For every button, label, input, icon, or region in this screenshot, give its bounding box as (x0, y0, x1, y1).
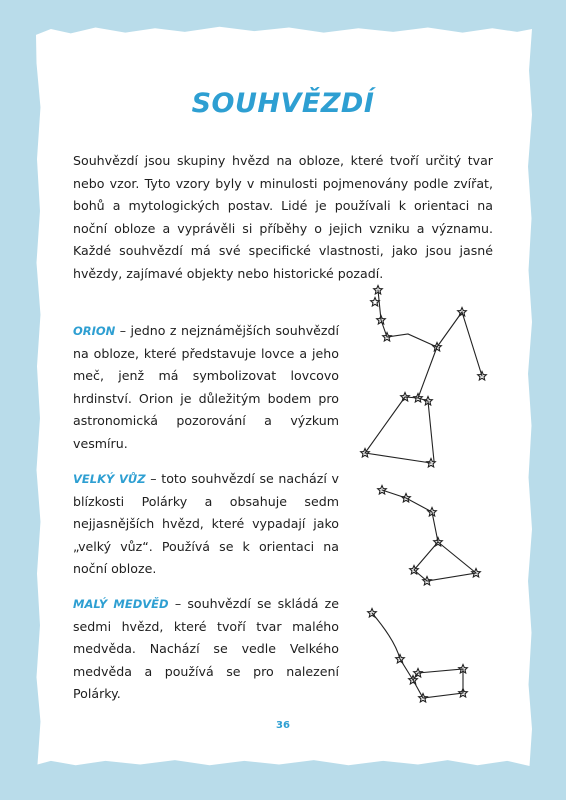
section-velky-vuz (73, 468, 339, 581)
section-orion (73, 320, 339, 456)
page-title: SOUHVĚZDÍ (191, 88, 375, 119)
section-velky-vuz-text: – toto souhvězdí se nachází v blízkosti Polárky a obsahuje sedm nejjasnějších hvězd, které vypadají jako „velký vůz“. Používá se k orientaci na noční obloze. (73, 471, 339, 577)
term-orion: ORION (73, 324, 116, 338)
term-velky-vuz: VELKÝ VŮZ (73, 472, 146, 486)
section-orion-text: – jedno z nejznámějších souhvězdí na obloze, které představuje lovce a jeho meč, jenž má symbolizovat lovcovo hrdinství. Orion je důležitým bodem pro astronomická pozorování a výzkum vesmíru. (73, 323, 339, 451)
page-number: 36 (276, 720, 290, 731)
intro-paragraph: Souhvězdí jsou skupiny hvězd na obloze, které tvoří určitý tvar nebo vzor. Tyto vzory byly v minulosti pojmenovány podle zvířat, bohů a mytologických postav. Lidé je používali k orientaci na noční obloze a vyprávěli si příběhy o jejich vzniku a významu. Každé souhvězdí má své specifické vlastnosti, jako jsou jasné hvězdy, zajímavé objekty nebo historické pozadí. (73, 153, 493, 281)
term-maly-medved: MALÝ MEDVĚD (73, 597, 169, 611)
section-maly-medved-text: – souhvězdí se skládá ze sedmi hvězd, které tvoří tvar malého medvěda. Nachází se vedle Velkého medvěda a používá se pro nalezení Polárky. (73, 596, 339, 702)
section-maly-medved (73, 593, 339, 706)
